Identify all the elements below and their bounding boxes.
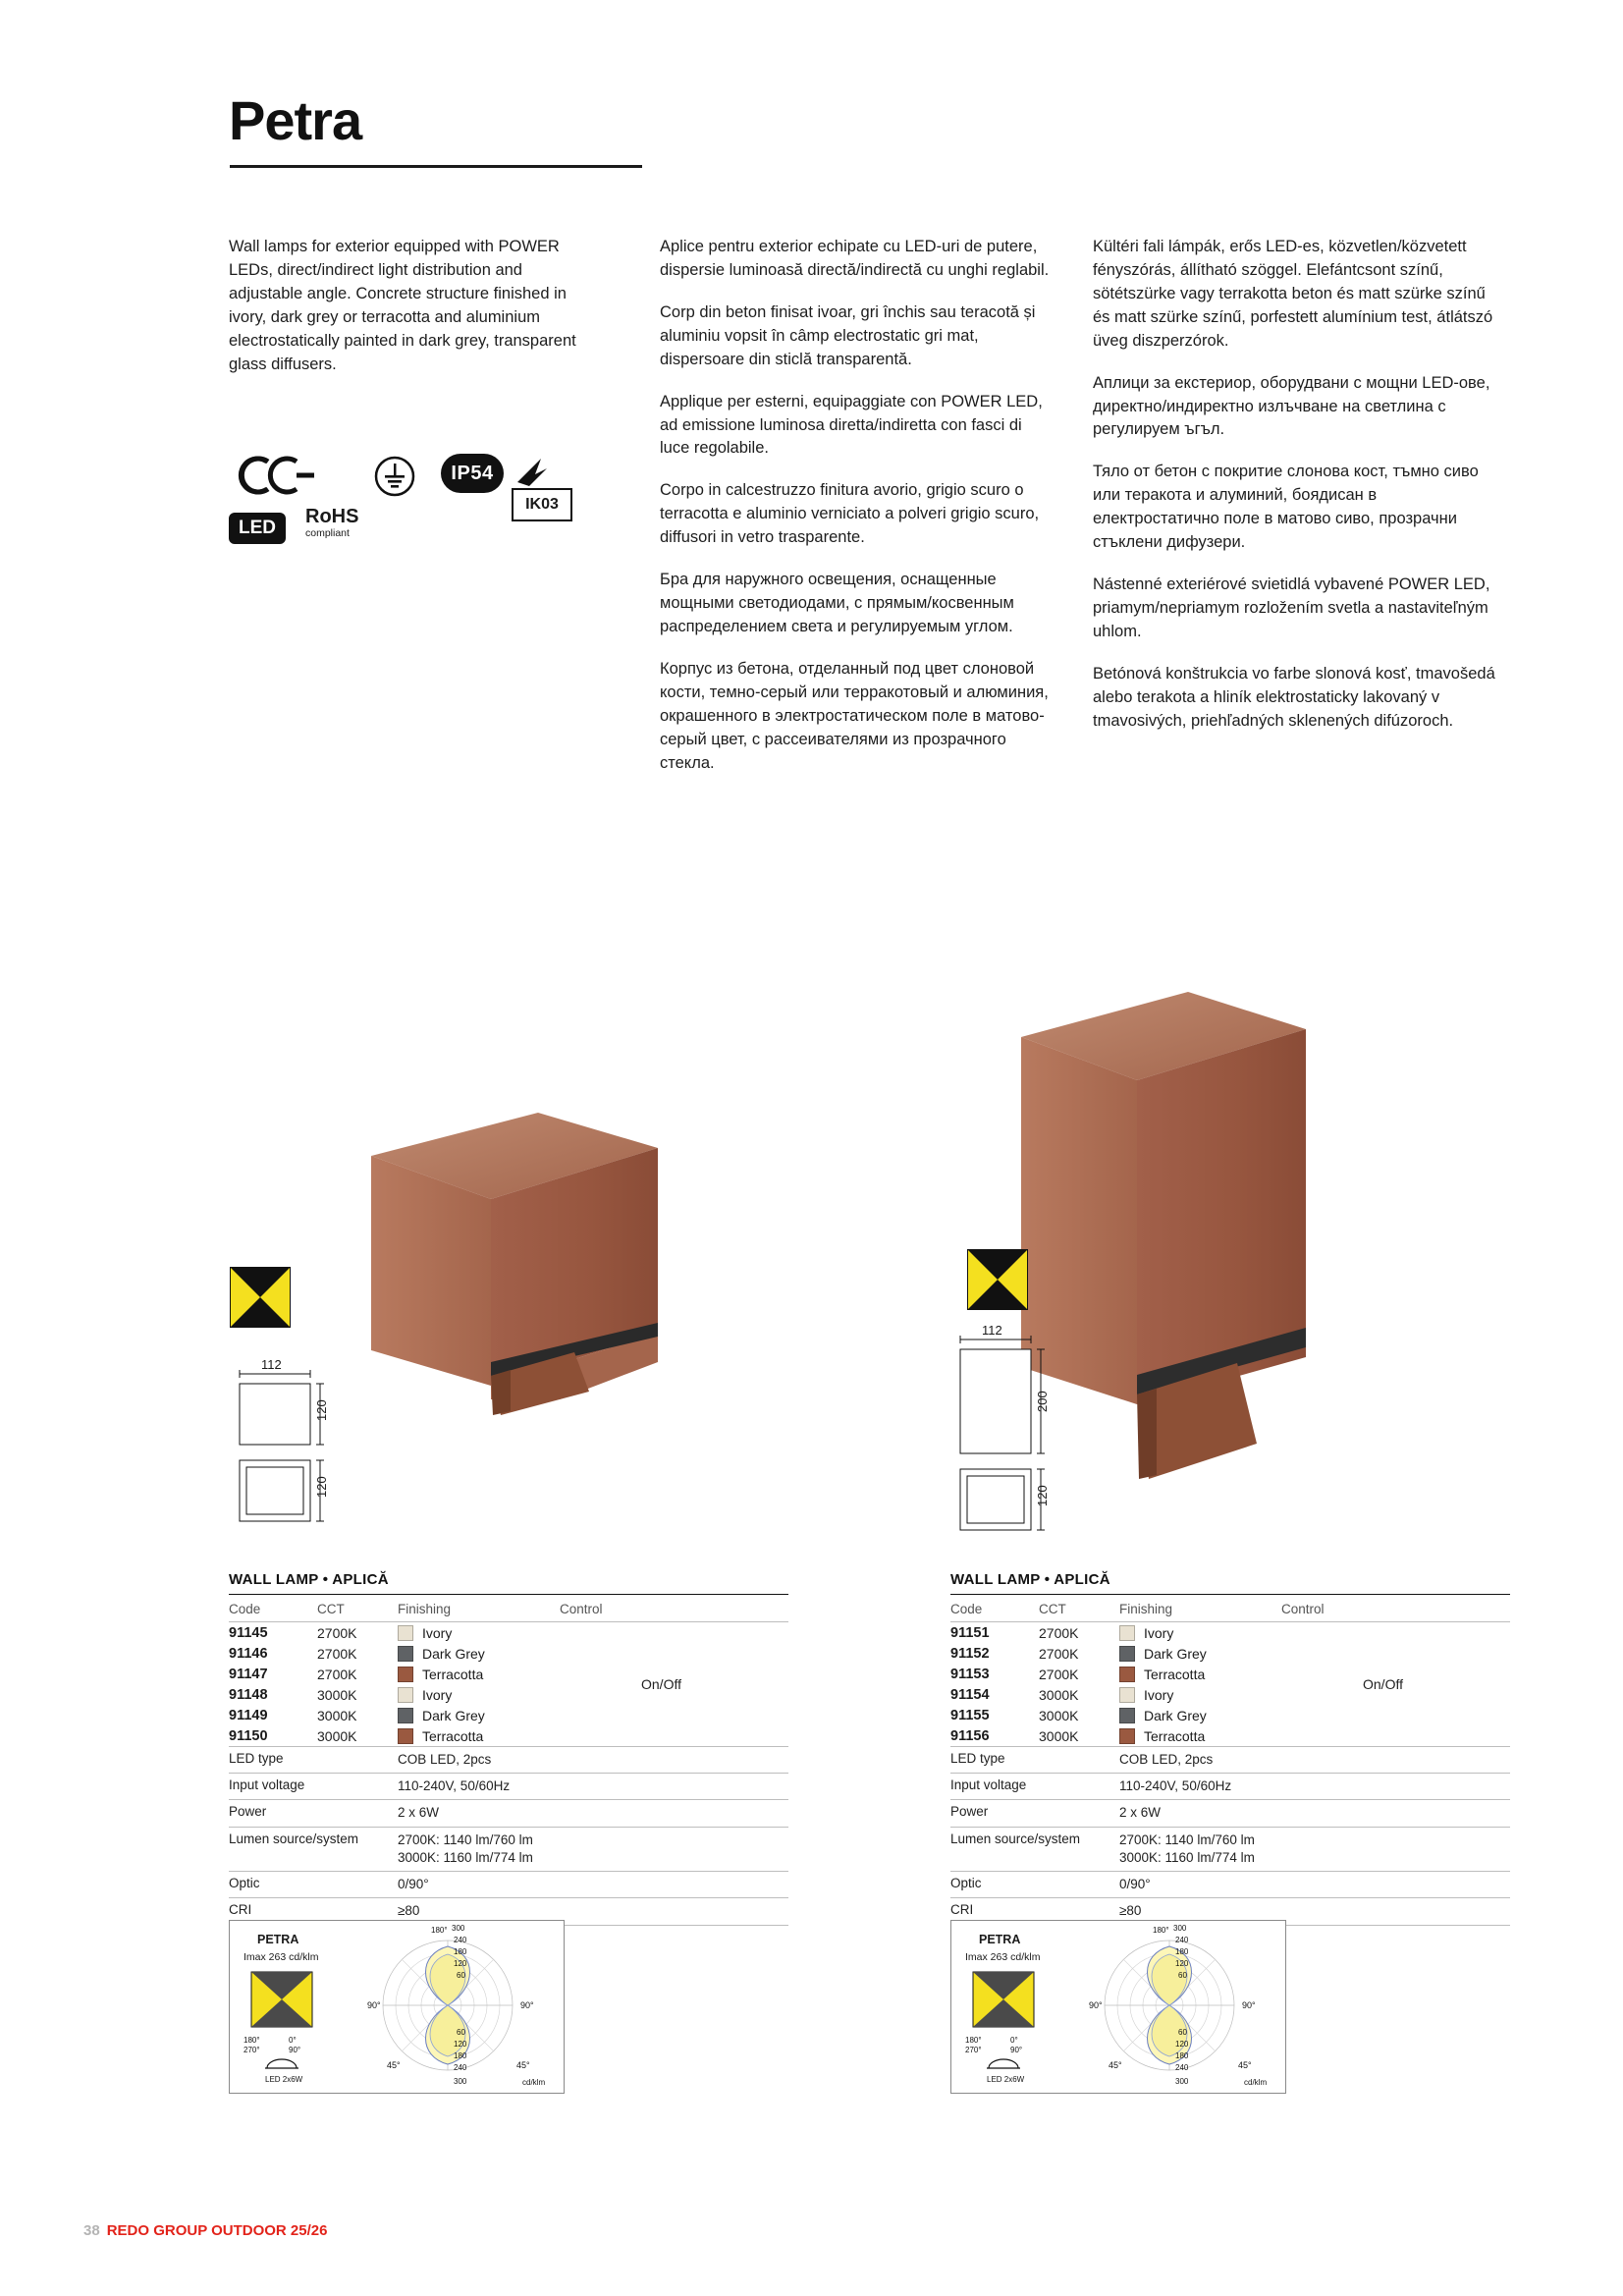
led-label: LED xyxy=(229,513,286,544)
description-column-ro-it-ru xyxy=(660,236,1053,776)
color-swatch xyxy=(398,1625,413,1641)
svg-text:LED 2x6W: LED 2x6W xyxy=(987,2075,1025,2084)
cell-code: 91149 xyxy=(229,1707,268,1723)
tech-row xyxy=(229,1872,788,1898)
color-swatch xyxy=(398,1646,413,1662)
color-swatch xyxy=(1119,1708,1135,1723)
table-row xyxy=(229,1643,788,1664)
cell-cct: 2700K xyxy=(317,1624,357,1641)
tech-key: Power xyxy=(950,1804,989,1820)
cell-finishing: Terracotta xyxy=(422,1727,484,1744)
color-swatch xyxy=(398,1687,413,1703)
tech-key: Lumen source/system xyxy=(229,1831,359,1846)
table-row xyxy=(229,1705,788,1725)
tech-value: 2700K: 1140 lm/760 lm xyxy=(1119,1831,1255,1847)
cell-cct: 2700K xyxy=(1039,1666,1079,1682)
cell-cct: 3000K xyxy=(317,1727,357,1744)
table-row xyxy=(229,1725,788,1746)
beam-direction-icon-left xyxy=(230,1267,291,1328)
description-sk-2: Betónová konštrukcia vo farbe slonová kosť, tmavošedá alebo terakota a hliník elektrostaticky lakovaný v tmavosivých, priehľadných sklenených difúzoroch. xyxy=(1093,664,1495,730)
description-column-en xyxy=(229,236,582,377)
dim-width-left: 112 xyxy=(261,1360,282,1372)
svg-text:240: 240 xyxy=(1175,1936,1189,1944)
tech-row xyxy=(229,1747,788,1774)
tech-key: Power xyxy=(229,1804,267,1820)
tech-value: 110-240V, 50/60Hz xyxy=(398,1778,511,1794)
cell-code: 91148 xyxy=(229,1686,268,1703)
description-ru-2: Корпус из бетона, отделанный под цвет слоновой кости, темно-серый или терракотовый и алюминия, окрашенного в электростатическом поле в матово-серый цвет, с рассеивателями из прозрачного стекла. xyxy=(660,659,1049,772)
cell-finishing: Terracotta xyxy=(422,1666,484,1682)
svg-text:180: 180 xyxy=(1175,2051,1189,2060)
color-swatch xyxy=(398,1667,413,1682)
tech-key: Input voltage xyxy=(229,1777,305,1793)
ce-mark-icon xyxy=(229,455,347,496)
svg-text:60: 60 xyxy=(457,1971,465,1980)
cell-control: On/Off xyxy=(1363,1676,1403,1692)
tech-row xyxy=(950,1828,1510,1872)
tech-value-2: 3000K: 1160 lm/774 lm xyxy=(1119,1849,1255,1865)
svg-text:180°: 180° xyxy=(1153,1926,1169,1935)
description-bg-2: Тяло от бетон с покритие слонова кост, тъмно сиво или теракота и алуминий, боядисан в електростатично поле в матово сиво, прозрачни стъклени дифузери. xyxy=(1093,463,1479,552)
tech-row xyxy=(229,1800,788,1827)
svg-text:300: 300 xyxy=(454,2077,467,2086)
svg-text:180°: 180° xyxy=(243,2036,260,2045)
cell-code: 91154 xyxy=(950,1686,990,1703)
svg-text:300: 300 xyxy=(452,1924,465,1933)
svg-text:300: 300 xyxy=(1173,1924,1187,1933)
header-finishing: Finishing xyxy=(398,1602,452,1616)
header-cct: CCT xyxy=(1039,1602,1066,1616)
color-swatch xyxy=(1119,1728,1135,1744)
color-swatch xyxy=(1119,1625,1135,1641)
ip54-icon xyxy=(441,454,504,493)
svg-text:180°: 180° xyxy=(965,2036,982,2045)
svg-text:60: 60 xyxy=(1178,1971,1187,1980)
rohs-sublabel: compliant xyxy=(305,527,350,539)
cell-finishing: Terracotta xyxy=(1144,1727,1206,1744)
ip54-label: IP54 xyxy=(441,454,504,493)
svg-text:60: 60 xyxy=(1178,2028,1187,2037)
header-code: Code xyxy=(950,1602,983,1616)
title-divider xyxy=(230,165,642,168)
svg-text:240: 240 xyxy=(1175,2063,1189,2072)
cell-cct: 2700K xyxy=(317,1645,357,1662)
color-swatch xyxy=(398,1728,413,1744)
svg-text:90°: 90° xyxy=(367,2000,381,2010)
svg-text:0°: 0° xyxy=(1010,2036,1018,2045)
table-row xyxy=(950,1643,1510,1664)
footer-text: REDO GROUP OUTDOOR 25/26 xyxy=(106,2222,328,2239)
page-number: 38 xyxy=(83,2222,100,2239)
header-code: Code xyxy=(229,1602,261,1616)
tech-key: CRI xyxy=(229,1902,252,1918)
cell-cct: 2700K xyxy=(1039,1624,1079,1641)
description-sk-1: Nástenné exteriérové svietidlá vybavené POWER LED, priamym/nepriamym rozložením svetla a nastaviteľným uhlom. xyxy=(1093,575,1490,640)
tech-key: LED type xyxy=(229,1751,284,1766)
tech-value: 2700K: 1140 lm/760 lm xyxy=(398,1831,533,1847)
cell-finishing: Dark Grey xyxy=(422,1707,485,1723)
svg-text:45°: 45° xyxy=(1109,2060,1122,2070)
cell-cct: 3000K xyxy=(317,1686,357,1703)
dimension-drawing-right xyxy=(950,1326,1147,1581)
tech-key: Optic xyxy=(229,1876,260,1891)
tech-value: ≥80 xyxy=(398,1903,420,1919)
photometric-product-name: PETRA xyxy=(979,1933,1021,1946)
svg-text:180°: 180° xyxy=(431,1926,448,1935)
color-swatch xyxy=(398,1708,413,1723)
tech-value: 2 x 6W xyxy=(1119,1805,1162,1821)
cell-code: 91152 xyxy=(950,1645,990,1662)
dim-width-right: 112 xyxy=(982,1326,1002,1338)
cell-code: 91145 xyxy=(229,1624,268,1641)
beam-direction-icon-right xyxy=(967,1249,1028,1310)
description-bg-1: Аплици за екстериор, оборудвани с мощни LED-ове, директно/индиректно излъчване на светлина с регулируем ъгъл. xyxy=(1093,373,1490,439)
page-title: Petra xyxy=(229,89,362,151)
cell-cct: 3000K xyxy=(1039,1727,1079,1744)
svg-text:45°: 45° xyxy=(1238,2060,1252,2070)
tech-value-2: 3000K: 1160 lm/774 lm xyxy=(398,1849,533,1865)
description-ru-1: Бра для наружного освещения, оснащенные мощными светодиодами, с прямым/косвенным распределением света и регулируемым углом. xyxy=(660,571,1014,635)
tech-row xyxy=(950,1747,1510,1774)
svg-text:120: 120 xyxy=(1175,1959,1189,1968)
ik03-label: IK03 xyxy=(512,488,572,521)
cell-cct: 2700K xyxy=(317,1666,357,1682)
code-rows-right xyxy=(950,1622,1510,1747)
dimension-drawing-left xyxy=(230,1360,426,1557)
spec-header-left xyxy=(229,1595,788,1622)
ik03-icon xyxy=(512,455,572,521)
photometric-imax: Imax 263 cd/klm xyxy=(243,1951,319,1963)
cell-finishing: Dark Grey xyxy=(1144,1645,1207,1662)
description-ro-1: Aplice pentru exterior echipate cu LED-uri de putere, dispersie luminoasă directă/indirectă cu unghi reglabil. xyxy=(660,238,1050,279)
svg-text:90°: 90° xyxy=(1089,2000,1103,2010)
tech-key: Optic xyxy=(950,1876,982,1891)
tech-key: CRI xyxy=(950,1902,974,1918)
svg-text:270°: 270° xyxy=(243,2046,260,2054)
tech-value: 2 x 6W xyxy=(398,1805,440,1821)
tech-value: ≥80 xyxy=(1119,1903,1142,1919)
color-swatch xyxy=(1119,1646,1135,1662)
cell-code: 91153 xyxy=(950,1666,990,1682)
cell-cct: 3000K xyxy=(317,1707,357,1723)
svg-text:120: 120 xyxy=(454,2040,467,2049)
spec-title-right: WALL LAMP • APLICĂ xyxy=(950,1571,1510,1595)
rohs-icon xyxy=(305,507,358,539)
photometric-product-name: PETRA xyxy=(257,1933,299,1946)
cell-finishing: Ivory xyxy=(422,1624,453,1641)
svg-text:45°: 45° xyxy=(516,2060,530,2070)
table-row xyxy=(950,1705,1510,1725)
page-footer xyxy=(83,2222,327,2239)
spec-table-right xyxy=(950,1571,1510,1926)
dim-depth-left: 120 xyxy=(314,1476,329,1498)
svg-text:60: 60 xyxy=(457,2028,465,2037)
cell-finishing: Terracotta xyxy=(1144,1666,1206,1682)
tech-value: COB LED, 2pcs xyxy=(1119,1752,1214,1767)
spec-header-right xyxy=(950,1595,1510,1622)
tech-key: Input voltage xyxy=(950,1777,1027,1793)
spec-title-left: WALL LAMP • APLICĂ xyxy=(229,1571,788,1595)
svg-text:270°: 270° xyxy=(965,2046,982,2054)
cell-finishing: Ivory xyxy=(1144,1624,1174,1641)
svg-text:120: 120 xyxy=(1175,2040,1189,2049)
description-it-2: Corpo in calcestruzzo finitura avorio, grigio scuro o terracotta e aluminio verniciato a polveri grigio scuro, diffusori in vetro trasparente. xyxy=(660,481,1040,547)
tech-row xyxy=(950,1872,1510,1898)
code-rows-left xyxy=(229,1622,788,1747)
header-cct: CCT xyxy=(317,1602,345,1616)
svg-text:90°: 90° xyxy=(520,2000,534,2010)
description-hu: Kültéri fali lámpák, erős LED-es, közvetlen/közvetett fényszórás, állítható szöggel. Elefántcsont színű, sötétszürke vagy terrakotta beton és matt szürke színű és matt szürke színű, porfestett alumínium test, átlátszó üveg diszperzórok. xyxy=(1093,238,1493,350)
description-column-hu-bg-sk xyxy=(1093,236,1505,734)
cell-finishing: Dark Grey xyxy=(1144,1707,1207,1723)
svg-text:cd/klm: cd/klm xyxy=(522,2078,546,2087)
svg-text:240: 240 xyxy=(454,1936,467,1944)
rohs-label: RoHS xyxy=(305,506,359,527)
tech-value: 0/90° xyxy=(398,1877,429,1892)
cell-finishing: Ivory xyxy=(422,1686,453,1703)
cell-code: 91155 xyxy=(950,1707,990,1723)
header-control: Control xyxy=(1281,1602,1325,1616)
certification-icons xyxy=(229,452,602,560)
led-icon xyxy=(229,513,286,544)
table-row xyxy=(950,1622,1510,1643)
table-row xyxy=(950,1725,1510,1746)
header-finishing: Finishing xyxy=(1119,1602,1173,1616)
spec-table-left xyxy=(229,1571,788,1926)
header-control: Control xyxy=(560,1602,603,1616)
svg-text:300: 300 xyxy=(1175,2077,1189,2086)
svg-text:180: 180 xyxy=(454,2051,467,2060)
description-en: Wall lamps for exterior equipped with POWER LEDs, direct/indirect light distribution and adjustable angle. Concrete structure finished in ivory, dark grey or terracotta and aluminium electrostatically painted in dark grey, transparent glass diffusers. xyxy=(229,238,576,373)
tech-key: LED type xyxy=(950,1751,1005,1766)
tech-value: 0/90° xyxy=(1119,1877,1151,1892)
svg-text:0°: 0° xyxy=(289,2036,297,2045)
svg-text:180: 180 xyxy=(1175,1947,1189,1956)
svg-text:240: 240 xyxy=(454,2063,467,2072)
tech-row xyxy=(950,1800,1510,1827)
cell-cct: 2700K xyxy=(1039,1645,1079,1662)
cell-code: 91150 xyxy=(229,1727,268,1744)
photometric-imax: Imax 263 cd/klm xyxy=(965,1951,1041,1963)
tech-value: 110-240V, 50/60Hz xyxy=(1119,1778,1232,1794)
photometric-diagram-left xyxy=(229,1920,565,2094)
svg-text:90°: 90° xyxy=(1242,2000,1256,2010)
photometric-diagram-right xyxy=(950,1920,1286,2094)
cell-code: 91147 xyxy=(229,1666,268,1682)
tech-value: COB LED, 2pcs xyxy=(398,1752,492,1767)
tech-row xyxy=(950,1774,1510,1800)
cell-cct: 3000K xyxy=(1039,1707,1079,1723)
dim-height-left: 120 xyxy=(314,1399,329,1421)
cell-code: 91146 xyxy=(229,1645,268,1662)
dim-depth-right: 120 xyxy=(1035,1485,1050,1506)
svg-text:120: 120 xyxy=(454,1959,467,1968)
color-swatch xyxy=(1119,1667,1135,1682)
svg-text:90°: 90° xyxy=(1010,2046,1023,2054)
tech-key: Lumen source/system xyxy=(950,1831,1081,1846)
cell-code: 91151 xyxy=(950,1624,990,1641)
tech-row xyxy=(229,1774,788,1800)
svg-text:cd/klm: cd/klm xyxy=(1244,2078,1268,2087)
description-ro-2: Corp din beton finisat ivoar, gri închis sau teracotă și aluminiu vopsit în câmp electrostatic gri mat, dispersoare din sticlă transparentă. xyxy=(660,302,1036,368)
svg-text:180: 180 xyxy=(454,1947,467,1956)
cell-code: 91156 xyxy=(950,1727,990,1744)
dim-height-right: 200 xyxy=(1035,1391,1050,1412)
svg-text:45°: 45° xyxy=(387,2060,401,2070)
svg-text:90°: 90° xyxy=(289,2046,301,2054)
color-swatch xyxy=(1119,1687,1135,1703)
cell-finishing: Dark Grey xyxy=(422,1645,485,1662)
svg-text:LED 2x6W: LED 2x6W xyxy=(265,2075,303,2084)
cell-control: On/Off xyxy=(641,1676,681,1692)
table-row xyxy=(229,1622,788,1643)
tech-row xyxy=(229,1828,788,1872)
cell-cct: 3000K xyxy=(1039,1686,1079,1703)
earth-class-icon xyxy=(374,456,415,497)
cell-finishing: Ivory xyxy=(1144,1686,1174,1703)
description-it-1: Applique per esterni, equipaggiate con POWER LED, ad emissione luminosa diretta/indiretta con fasci di luce regolabile. xyxy=(660,392,1043,458)
